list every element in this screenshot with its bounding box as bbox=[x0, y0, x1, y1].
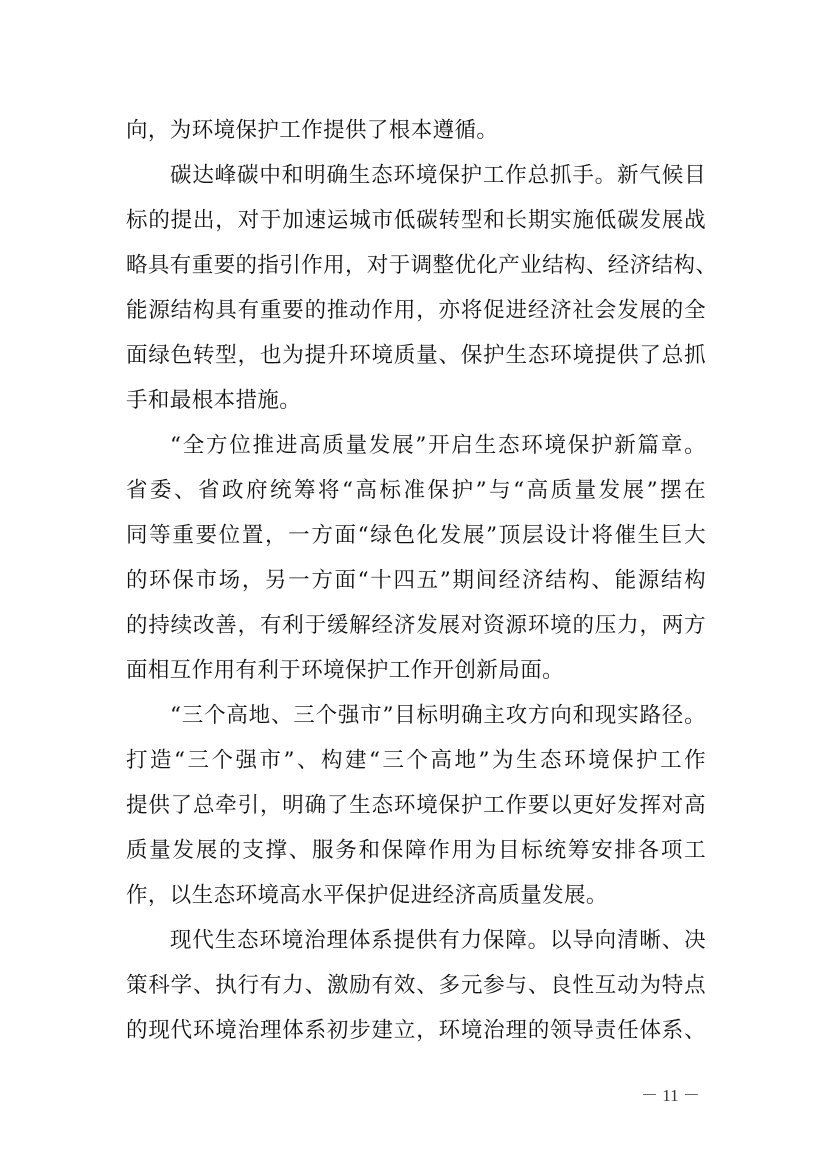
page-number: － 11 － bbox=[641, 1086, 700, 1105]
text-line: 打造“三个强市”、构建“三个高地”为生态环境保护工作 bbox=[126, 748, 706, 773]
text-line: 面相互作用有利于环境保护工作开创新局面。 bbox=[126, 658, 565, 683]
text-line: 标的提出，对于加速运城市低碳转型和长期实施低碳发展战 bbox=[126, 208, 706, 233]
text-line: 的持续改善，有利于缓解经济发展对资源环境的压力，两方 bbox=[126, 613, 706, 638]
text-line: 面绿色转型，也为提升环境质量、保护生态环境提供了总抓 bbox=[126, 343, 706, 368]
paragraph-carbon-peak bbox=[126, 153, 718, 423]
text-line: 现代生态环境治理体系提供有力保障。以导向清晰、决 bbox=[170, 928, 706, 953]
document-body bbox=[126, 108, 718, 1053]
paragraph-high-quality-development bbox=[126, 423, 706, 693]
text-line: 向，为环境保护工作提供了根本遵循。 bbox=[126, 118, 499, 143]
text-line: 略具有重要的指引作用，对于调整优化产业结构、经济结构、 bbox=[126, 253, 718, 278]
paragraph-continuation bbox=[126, 108, 706, 153]
text-line: 手和最根本措施。 bbox=[126, 388, 302, 413]
text-line: “三个高地、三个强市”目标明确主攻方向和现实路径。 bbox=[170, 703, 706, 728]
text-line: 省委、省政府统筹将“高标准保护”与“高质量发展”摆在 bbox=[126, 478, 706, 503]
text-line: 质量发展的支撑、服务和保障作用为目标统筹安排各项工 bbox=[126, 838, 706, 863]
paragraph-three-highlands bbox=[126, 693, 706, 918]
paragraph-governance-system bbox=[126, 918, 706, 1053]
text-line: 作，以生态环境高水平保护促进经济高质量发展。 bbox=[126, 883, 608, 908]
text-line: 的环保市场，另一方面“十四五”期间经济结构、能源结构 bbox=[126, 568, 706, 593]
text-line: 碳达峰碳中和明确生态环境保护工作总抓手。新气候目 bbox=[170, 163, 706, 188]
text-line: 策科学、执行有力、激励有效、多元参与、良性互动为特点 bbox=[126, 973, 706, 998]
text-line: 的现代环境治理体系初步建立，环境治理的领导责任体系、 bbox=[126, 1018, 706, 1043]
text-line: “全方位推进高质量发展”开启生态环境保护新篇章。 bbox=[170, 433, 706, 458]
text-line: 能源结构具有重要的推动作用，亦将促进经济社会发展的全 bbox=[126, 298, 706, 323]
text-line: 提供了总牵引，明确了生态环境保护工作要以更好发挥对高 bbox=[126, 793, 706, 818]
text-line: 同等重要位置，一方面“绿色化发展”顶层设计将催生巨大 bbox=[126, 523, 706, 548]
